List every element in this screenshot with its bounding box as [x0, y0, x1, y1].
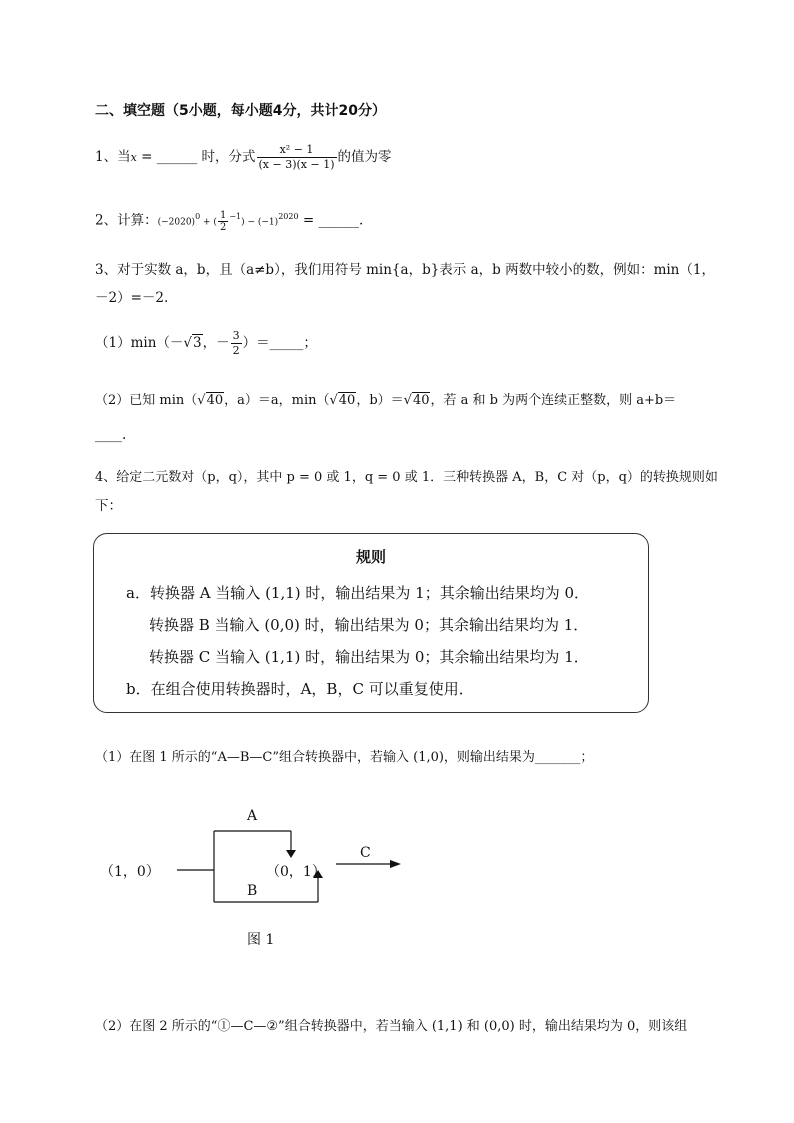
q3-p2-c: ，b）＝ [356, 393, 404, 408]
sqrt-icon: √ [183, 335, 193, 351]
q2-exp-c: 2020 [278, 212, 299, 221]
q4-line2: 下： [95, 498, 122, 514]
q3-p1-fraction [231, 329, 242, 358]
figure-1-diagram [90, 800, 430, 950]
q1-denominator: (x − 3)(x − 1) [258, 158, 335, 171]
q3-p2-a: （2）已知 min（ [95, 393, 198, 408]
q2-minus: ) − (−1) [241, 217, 279, 228]
rule-a: a．转换器 A 当输入 (1,1) 时，输出结果为 1；其余输出结果均为 0． [126, 584, 590, 602]
q1-prefix: 1、当 [95, 149, 131, 165]
question-2 [95, 202, 363, 238]
arrow-a-icon [286, 850, 296, 858]
q1-fraction [257, 143, 337, 172]
q2-expr-a: (−2020) [157, 217, 196, 228]
diagram-label-a: A [247, 808, 258, 824]
q3-p2-sqrt2: 40 [338, 393, 356, 408]
q4-part2: （2）在图 2 所示的“①—C—②”组合转换器中，若当输入 (1,1) 和 (0,0) 时，输出结果均为 0，则该组 [95, 1019, 688, 1034]
q2-exp-b: −1 [229, 212, 242, 221]
rules-title: 规则 [355, 548, 386, 566]
diagram-caption: 图 1 [247, 932, 275, 948]
q1-suffix: 的值为零 [337, 149, 392, 165]
rule-c: 转换器 C 当输入 (1,1) 时，输出结果为 0；其余输出结果均为 1． [149, 648, 589, 666]
section-title: 二、填空题（5小题，每小题4分，共计20分） [95, 103, 386, 119]
q3-p2-sqrt3: 40 [412, 393, 430, 408]
q1-blank: = ______ [136, 149, 198, 165]
q3-p1-mid: ，－ [202, 335, 230, 351]
rule-d: b．在组合使用转换器时，A，B，C 可以重复使用． [126, 680, 474, 698]
sqrt-icon: √ [329, 393, 338, 408]
q1-mid: 时，分式 [201, 149, 256, 165]
q3-p1-sqrt: 3 [193, 335, 202, 351]
arrow-c-icon [390, 860, 401, 868]
sqrt-icon: √ [197, 393, 206, 408]
sqrt-icon: √ [403, 393, 412, 408]
question-1 [95, 142, 392, 173]
rules-box [93, 533, 649, 713]
q3-p2-d: ，若 a 和 b 为两个连续正整数，则 a+b＝ [430, 393, 677, 408]
diagram-label-b: B [247, 883, 258, 899]
q3-part1 [95, 328, 317, 358]
q4-part1: （1）在图 1 所示的“A—B—C”组合转换器中，若输入 (1,0)，则输出结果为_______； [95, 750, 594, 765]
q2-prefix: 2、计算： [95, 212, 158, 229]
q3-p1-den: 2 [232, 344, 240, 357]
diagram-mid: （0，1） [266, 864, 326, 880]
q2-fraction [218, 210, 228, 233]
q2-frac-den: 2 [219, 221, 227, 233]
diagram-label-c: C [360, 845, 371, 861]
q3-line2: －2）=－2. [95, 290, 169, 306]
q2-frac-num: 1 [219, 209, 227, 221]
q3-p2-line2: ____. [95, 427, 127, 443]
q3-p1-suffix: ）＝_____； [242, 335, 317, 351]
q3-p1-prefix: （1）min（－ [95, 335, 184, 351]
q1-variable: x [130, 151, 137, 164]
q3-p1-num: 3 [232, 329, 240, 342]
q3-part2 [95, 389, 676, 408]
q2-exp-a: 0 [195, 212, 201, 221]
q2-plus: + ( [200, 217, 217, 228]
q2-tail: = ______. [298, 212, 364, 229]
q3-p2-sqrt1: 40 [206, 393, 224, 408]
rule-b: 转换器 B 当输入 (0,0) 时，输出结果为 0；其余输出结果均为 1． [149, 616, 589, 634]
q3-line1: 3、对于实数 a，b，且（a≠b），我们用符号 min{a，b}表示 a，b 两数中较小的数，例如：min（1， [95, 262, 715, 278]
q1-numerator: x² − 1 [257, 143, 337, 158]
q3-p2-b: ，a）＝a，min（ [224, 393, 330, 408]
diagram-input: （1，0） [100, 864, 160, 880]
q4-line1: 4、给定二元数对（p，q），其中 p = 0 或 1，q = 0 或 1．三种转换器 A，B，C 对（p，q）的转换规则如 [95, 470, 718, 485]
